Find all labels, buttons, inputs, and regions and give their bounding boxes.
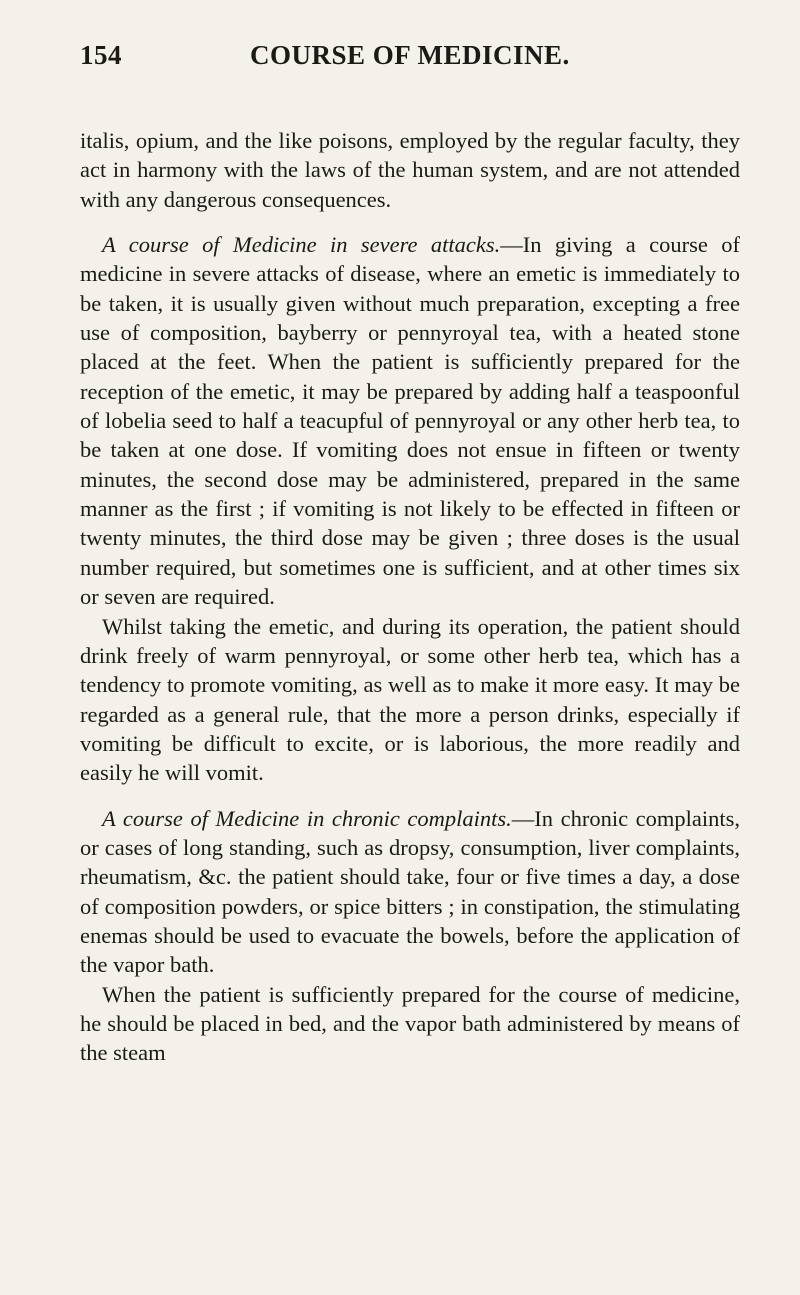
paragraph-continuation xyxy=(80,126,740,214)
paragraph-text: —In giving a course of medicine in severe attacks of disease, where an emetic is immediately to be taken, it is usually given without much preparation, excepting a free use of composition, bayberry or pennyroyal tea, with a heated stone placed at the feet. When the patient is sufficiently prepared for the reception of the emetic, it may be prepared by adding half a teaspoonful of lobelia seed to half a teacupful of pennyroyal or any other herb tea, to be taken at one dose. If vomiting does not ensue in fifteen or twenty minutes, the second dose may be administered, prepared in the same manner as the first ; if vomiting is not likely to be effected in fifteen or twenty minutes, the third dose may be given ; three doses is the usual number required, but sometimes one is sufficient, and at other times six or seven are required. xyxy=(80,232,740,610)
body-text xyxy=(80,126,740,1068)
paragraph-severe-attacks xyxy=(80,230,740,611)
paragraph-text: —In chronic complaints, or cases of long standing, such as dropsy, consumption, liver complaints, rheumatism, &c. the patient should take, four or five times a day, a dose of composition powders, or spice bitters ; in constipation, the stimulating enemas should be used to evacuate the bowels, before the application of the vapor bath. xyxy=(80,805,740,978)
book-page xyxy=(80,40,740,1270)
section-heading-severe-attacks: A course of Medicine in severe attacks. xyxy=(102,232,501,258)
paragraph-whilst-taking xyxy=(80,612,740,788)
paragraph-when-prepared xyxy=(80,980,740,1068)
running-title: COURSE OF MEDICINE. xyxy=(250,40,570,70)
section-heading-chronic-complaints: A course of Medicine in chronic complaints. xyxy=(102,805,512,831)
paragraph-text: Whilst taking the emetic, and during its operation, the patient should drink freely of warm pennyroyal, or some other herb tea, which has a tendency to promote vomiting, as well as to make it more easy. It may be regarded as a general rule, that the more a person drinks, especially if vomiting be difficult to excite, or is laborious, the more readily and easily he will vomit. xyxy=(80,613,740,786)
running-head xyxy=(80,40,740,86)
paragraph-text: italis, opium, and the like poisons, employed by the regular faculty, they act in harmony with the laws of the human system, and are not attended with any dangerous consequences. xyxy=(80,128,740,212)
paragraph-chronic-complaints xyxy=(80,804,740,980)
paragraph-text: When the patient is sufficiently prepared for the course of medicine, he should be placed in bed, and the vapor bath administered by means of the steam xyxy=(80,981,740,1066)
page-number: 154 xyxy=(80,40,122,70)
